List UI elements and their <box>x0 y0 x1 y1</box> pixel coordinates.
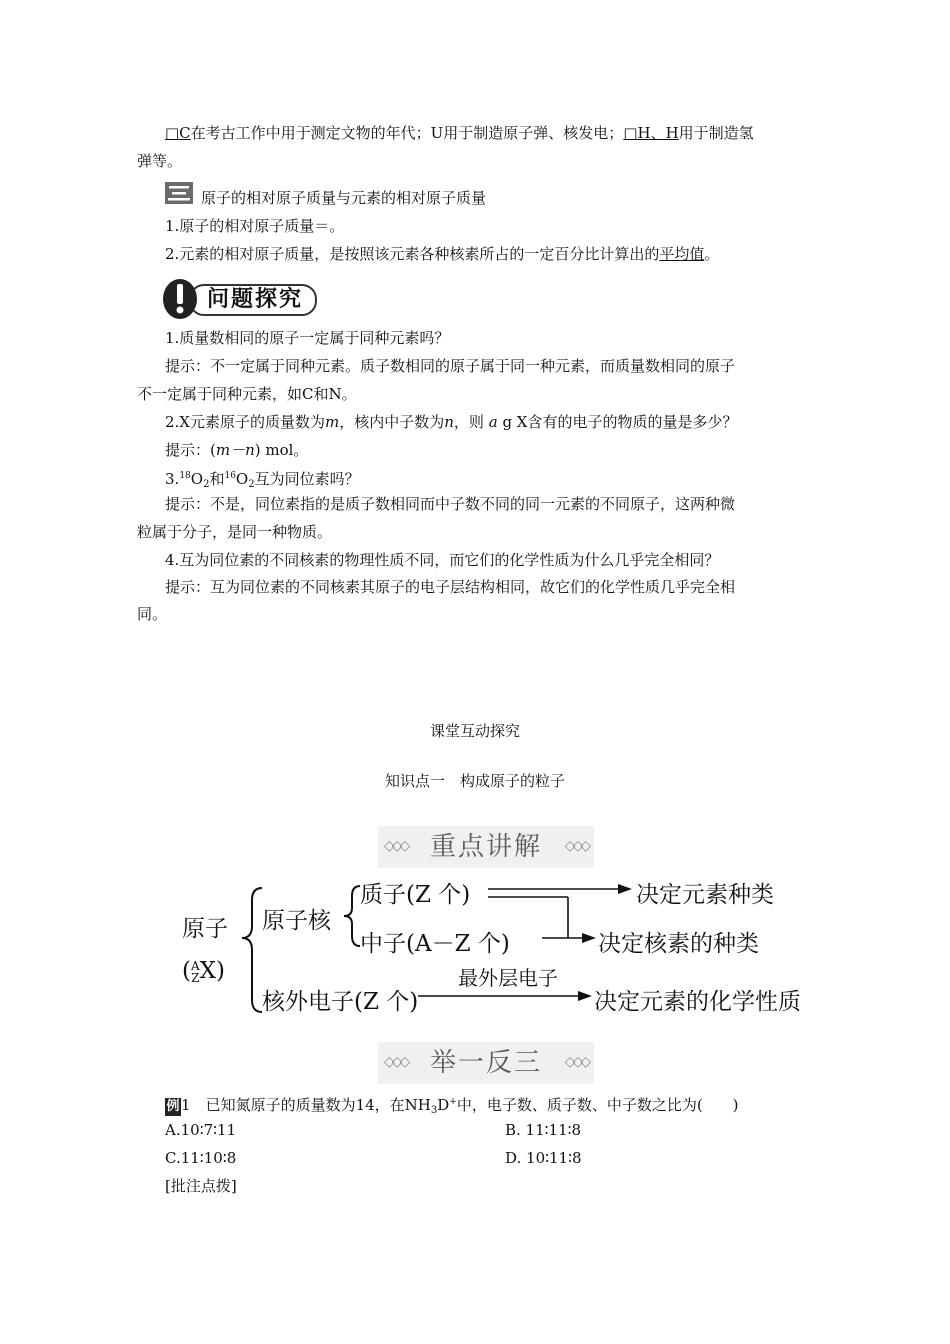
examples-banner <box>378 1042 594 1084</box>
option-b[interactable]: B. 11∶11∶8 <box>505 1121 582 1139</box>
decides-nuclide-label: 决定核素的种类 <box>598 931 759 957</box>
decides-element-label: 决定元素种类 <box>636 882 774 908</box>
electrons-label: 核外电子(Z 个) <box>262 989 419 1015</box>
example-badge: 例 <box>166 1099 180 1114</box>
exclamation-icon <box>160 278 198 320</box>
knowledge-point-title: 知识点一 构成原子的粒子 <box>384 772 565 790</box>
question-banner <box>160 278 320 320</box>
average-value-blank: 平均值 <box>659 245 705 263</box>
intro-line-2: 弹等。 <box>137 152 183 170</box>
question-3: $3.18O_2$和$^{16}O_2$互为同位素吗？ <box>165 470 360 490</box>
outer-electrons-label: 最外层电子 <box>458 966 558 990</box>
answer-3-line-2: 粒属于分子，是同一种物质。 <box>137 523 333 541</box>
section-item-2: 2.元素的相对原子质量，是按照该元素各种核素所占的一定百分比计算出的平均值。 <box>165 245 720 263</box>
atom-symbol: ( A Z X) <box>182 958 226 985</box>
isotope-c-blank: □C <box>165 124 191 142</box>
answer-1-line-2: 不一定属于同种元素，如C和N。 <box>137 385 357 403</box>
option-a[interactable]: A.10∶7∶11 <box>165 1121 237 1139</box>
diamond-left-icon: ◇◇◇ <box>384 838 408 854</box>
question-1: 1.质量数相同的原子一定属于同种元素吗？ <box>165 329 450 347</box>
neutron-label: 中子(A－Z 个) <box>360 931 510 957</box>
question-banner-label: 问题探究 <box>206 287 303 312</box>
answer-1-line-1: 提示：不一定属于同种元素。质子数相同的原子属于同一种元素，而质量数相同的原子 <box>165 357 736 375</box>
key-points-banner <box>378 826 594 868</box>
nucleus-label: 原子核 <box>262 908 331 934</box>
intro-line-1: □C在考古工作中用于测定文物的年代；U用于制造原子弹、核发电；□H、H用于制造氢 <box>165 124 754 142</box>
classroom-title: 课堂互动探究 <box>429 722 520 740</box>
option-d[interactable]: D. 10∶11∶8 <box>505 1149 582 1167</box>
atom-structure-diagram <box>170 872 850 1032</box>
isotope-h-blank: □H、H <box>623 124 679 142</box>
annotation-note: [批注点拨] <box>165 1177 237 1195</box>
answer-4-line-1: 提示：互为同位素的不同核素其原子的电子层结构相同，故它们的化学性质几乎完全相 <box>165 578 736 596</box>
answer-2: 提示：(m－n) mol。 <box>165 441 309 459</box>
section-item-1: 1.原子的相对原子质量＝。 <box>165 217 345 235</box>
option-c[interactable]: C.11∶10∶8 <box>165 1149 237 1167</box>
diamond-right-icon: ◇◇◇ <box>564 838 588 854</box>
section-heading: 原子的相对原子质量与元素的相对原子质量 <box>201 189 487 207</box>
question-2: 2.X元素原子的质量数为m，核内中子数为n，则 a g X含有的电子的物质的量是多少？ <box>165 413 738 431</box>
diamond-left-icon: ◇◇◇ <box>384 1054 408 1070</box>
atom-label: 原子 <box>182 916 228 942</box>
question-4: 4.互为同位素的不同核素的物理性质不同，而它们的化学性质为什么几乎完全相同？ <box>165 551 720 569</box>
answer-3-line-1: 提示：不是，同位素指的是质子数相同而中子数不同的同一元素的不同原子，这两种微 <box>165 495 736 513</box>
example-stem: 例 1 已知氮原子的质量数为14，在$NH_3D^+$中，电子数、质子数、中子数之比为( ) <box>166 1096 739 1116</box>
examples-label: 举一反三 <box>429 1048 542 1078</box>
diamond-right-icon: ◇◇◇ <box>564 1054 588 1070</box>
key-points-label: 重点讲解 <box>429 832 542 862</box>
proton-label: 质子(Z 个) <box>360 882 471 908</box>
three-icon <box>165 182 193 204</box>
answer-4-line-2: 同。 <box>137 605 168 623</box>
decides-chemistry-label: 决定元素的化学性质 <box>594 989 801 1015</box>
